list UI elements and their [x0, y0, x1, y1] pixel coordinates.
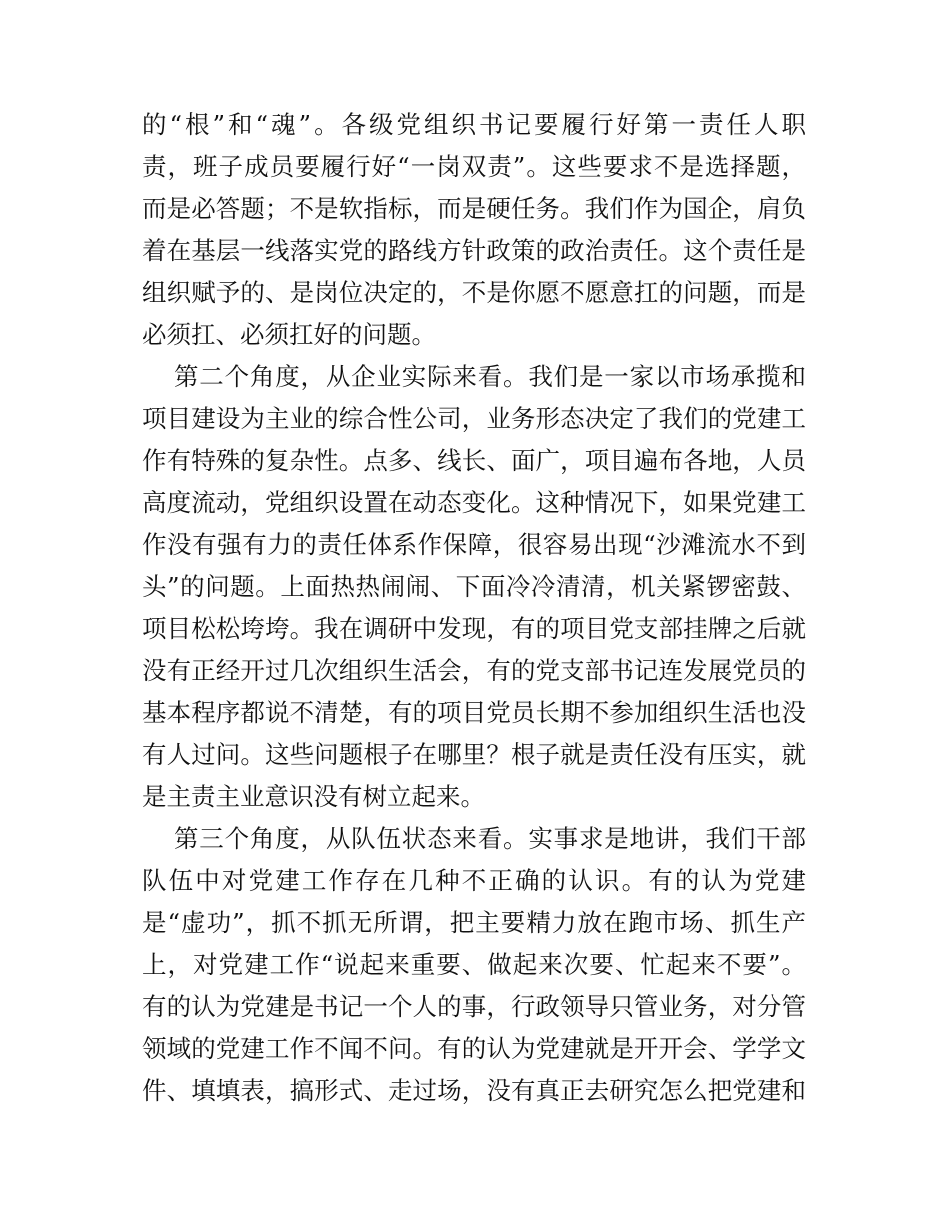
text-line: 第二个角度，从企业实际来看。我们是一家以市场承揽和 [174, 362, 806, 391]
text-line: 高度流动，党组织设置在动态变化。这种情况下，如果党建工 [142, 488, 806, 517]
text-line: 基本程序都说不清楚，有的项目党员长期不参加组织生活也没 [142, 698, 806, 727]
text-line: 作没有强有力的责任体系作保障，很容易出现“沙滩流水不到 [142, 530, 806, 559]
text-line: 的“根”和“魂”。各级党组织书记要履行好第一责任人职 [142, 110, 806, 139]
text-line: 作有特殊的复杂性。点多、线长、面广，项目遍布各地，人员 [142, 446, 806, 475]
paragraph-1 [142, 104, 806, 356]
text-line: 件、填填表，搞形式、走过场，没有真正去研究怎么把党建和 [142, 1076, 806, 1105]
text-line: 责，班子成员要履行好“一岗双责”。这些要求不是选择题， [142, 152, 806, 181]
paragraph-3 [142, 818, 806, 1112]
text-line: 上，对党建工作“说起来重要、做起来次要、忙起来不要”。 [142, 950, 806, 979]
text-line: 有的认为党建是书记一个人的事，行政领导只管业务，对分管 [142, 992, 806, 1021]
text-line: 项目建设为主业的综合性公司，业务形态决定了我们的党建工 [142, 404, 806, 433]
text-line: 第三个角度，从队伍状态来看。实事求是地讲，我们干部 [174, 824, 806, 853]
text-line: 项目松松垮垮。我在调研中发现，有的项目党支部挂牌之后就 [142, 614, 806, 643]
text-line: 队伍中对党建工作存在几种不正确的认识。有的认为党建 [142, 866, 806, 895]
text-line: 是主责主业意识没有树立起来。 [142, 782, 485, 811]
text-line: 头”的问题。上面热热闹闹、下面冷冷清清，机关紧锣密鼓、 [142, 572, 806, 601]
text-line: 领域的党建工作不闻不问。有的认为党建就是开开会、学学文 [142, 1034, 806, 1063]
text-line: 而是必答题；不是软指标，而是硬任务。我们作为国企，肩负 [142, 194, 806, 223]
text-line: 没有正经开过几次组织生活会，有的党支部书记连发展党员的 [142, 656, 806, 685]
text-line: 有人过问。这些问题根子在哪里？根子就是责任没有压实，就 [142, 740, 806, 769]
paragraph-2 [142, 356, 806, 818]
text-line: 组织赋予的、是岗位决定的，不是你愿不愿意扛的问题，而是 [142, 278, 806, 307]
document-page [142, 104, 806, 1112]
text-line: 必须扛、必须扛好的问题。 [142, 320, 436, 349]
text-line: 着在基层一线落实党的路线方针政策的政治责任。这个责任是 [142, 236, 806, 265]
text-line: 是“虚功”，抓不抓无所谓，把主要精力放在跑市场、抓生产 [142, 908, 806, 937]
